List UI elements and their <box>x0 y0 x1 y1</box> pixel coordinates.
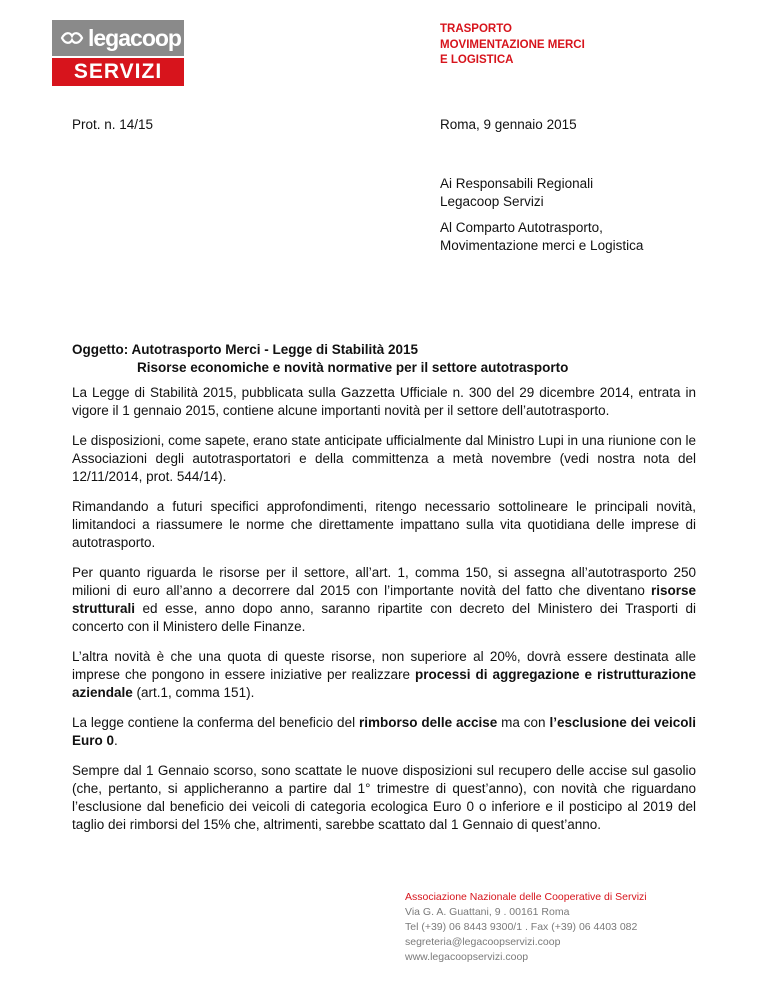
recipient-line: Al Comparto Autotrasporto, <box>440 220 603 235</box>
footer-address: Via G. A. Guattani, 9 . 00161 Roma <box>405 906 570 918</box>
legacoop-logo <box>52 20 184 86</box>
sector-line: E LOGISTICA <box>440 54 514 66</box>
body-paragraph: Rimandando a futuri specifici approfondimenti, ritengo necessario sottolineare le principali novità, limitandoci a riassumere le norme che direttamente impattano sulla vita quotidiana delle imprese di autotrasporto. <box>72 499 696 550</box>
footer-org-name: Associazione Nazionale delle Cooperative di Servizi <box>405 891 647 903</box>
sector-line: TRASPORTO <box>440 23 512 35</box>
logo-top-band <box>52 20 184 56</box>
footer-website: www.legacoopservizi.coop <box>405 951 529 963</box>
protocol-number: Prot. n. 14/15 <box>72 117 154 132</box>
recipient-group <box>440 175 643 211</box>
body-paragraph <box>72 648 696 702</box>
subject-line-1: Oggetto: Autotrasporto Merci - Legge di Stabilità 2015 <box>72 342 419 357</box>
legacoop-emblem-icon <box>60 29 84 47</box>
recipient-group <box>440 219 643 255</box>
bold-text: processi di aggregazione e ristrutturazione aziendale <box>72 667 696 700</box>
paragraph-text: Per quanto riguarda le risorse per il settore, all’art. 1, comma 150, si assegna all’autotrasporto 250 milioni di euro all’anno a decorrere dal 2015 con l’importante novità del fatto che diventano <box>72 565 696 598</box>
bold-text: risorse strutturali <box>72 583 696 616</box>
subject-line-2: Risorse economiche e novità normative per il settore autotrasporto <box>137 360 569 375</box>
body-paragraph <box>72 564 696 636</box>
recipient-line: Legacoop Servizi <box>440 194 544 209</box>
body-paragraph: La Legge di Stabilità 2015, pubblicata sulla Gazzetta Ufficiale n. 300 del 29 dicembre 2014, entrata in vigore il 1 gennaio 2015, contiene alcune importanti novità per il settore dell’autotrasporto. <box>72 385 696 418</box>
paragraph-text: ed esse, anno dopo anno, saranno ripartite con decreto del Ministero dei Trasporti di concerto con il Ministero delle Finanze. <box>72 601 696 634</box>
body-paragraph: Sempre dal 1 Gennaio scorso, sono scattate le nuove disposizioni sul recupero delle accise sul gasolio (che, pertanto, si applicheranno a partire dal 1° trimestre di quest’anno), con novità che riguardano l’esclusione dal beneficio dei veicoli di categoria ecologica Euro 0 o inferiore e il posticipo al 2019 del taglio dei rimborsi del 15% che, altrimenti, sarebbe scattato dal 1 Gennaio di quest’anno. <box>72 763 696 832</box>
sector-heading <box>440 22 585 69</box>
recipient-line: Movimentazione merci e Logistica <box>440 238 644 253</box>
body-paragraph <box>72 714 696 750</box>
logo-subtext: SERVIZI <box>52 58 184 86</box>
recipients-block <box>440 175 643 263</box>
letter-date: Roma, 9 gennaio 2015 <box>440 117 577 132</box>
paragraph-text: L’altra novità è che una quota di queste risorse, non superiore al 20%, dovrà essere destinata alle imprese che pongono in essere iniziative per realizzare <box>72 649 696 682</box>
paragraph-text: La legge contiene la conferma del beneficio del <box>72 715 359 730</box>
footer-contact <box>405 890 647 965</box>
paragraph-text: . <box>114 733 118 748</box>
paragraph-text: ma con <box>497 715 550 730</box>
bold-text: l’esclusione dei veicoli Euro 0 <box>72 715 696 748</box>
footer-phone: Tel (+39) 06 8443 9300/1 . Fax (+39) 06 4403 082 <box>405 921 638 933</box>
letter-body <box>72 384 696 846</box>
paragraph-text: (art.1, comma 151). <box>132 685 255 700</box>
sector-line: MOVIMENTAZIONE MERCI <box>440 38 585 51</box>
subject-block <box>72 341 712 377</box>
logo-wordmark: legacoop <box>88 24 181 51</box>
body-paragraph: Le disposizioni, come sapete, erano state anticipate ufficialmente dal Ministro Lupi in una riunione con le Associazioni degli autotrasportatori e della committenza a metà novembre (vedi nostra nota del 12/11/2014, prot. 544/14). <box>72 433 696 484</box>
bold-text: rimborso delle accise <box>358 715 498 730</box>
footer-email: segreteria@legacoopservizi.coop <box>405 936 561 948</box>
recipient-line: Ai Responsabili Regionali <box>440 176 594 191</box>
